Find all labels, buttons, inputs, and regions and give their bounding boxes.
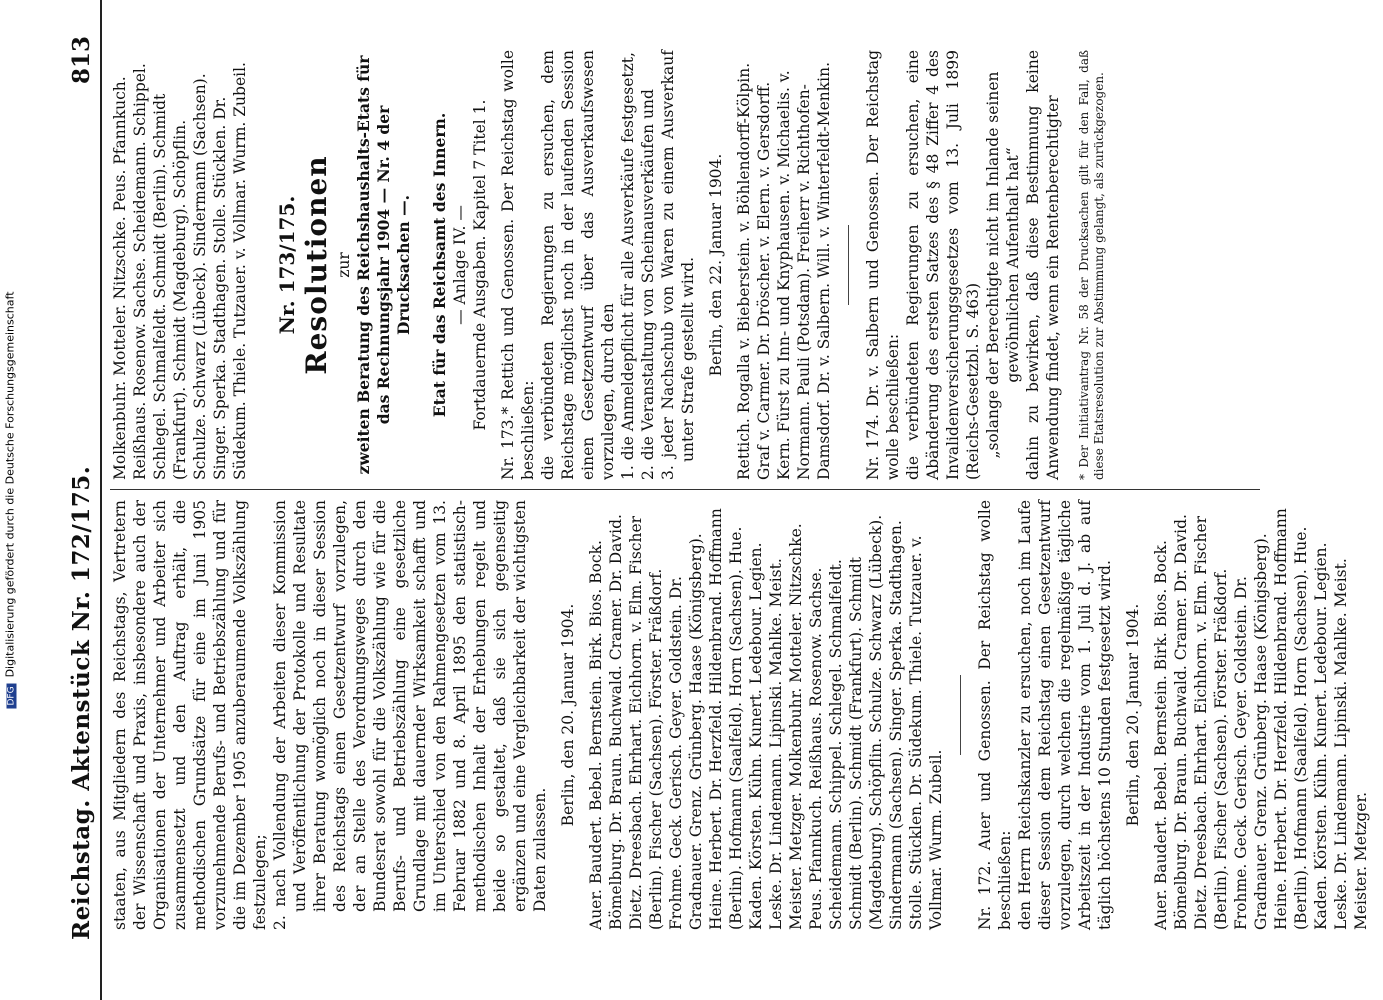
credit-text: Digitalisierung gefördert durch die Deutsche Forschungsgemeinschaft	[3, 291, 17, 678]
resolutions-title: Resolutionen	[300, 155, 333, 375]
separator-rule	[960, 675, 961, 755]
date-line-2: Berlin, den 20. Januar 1904.	[1124, 603, 1142, 827]
list-item-2: 2. die Veranstaltung von Scheinausverkäufen und	[639, 89, 657, 480]
digitization-credit	[0, 0, 20, 1000]
left-column	[110, 500, 1371, 930]
column-divider	[110, 489, 1260, 490]
date-line-3: Berlin, den 22. Januar 1904.	[707, 153, 725, 377]
running-title: Reichstag. Aktenstück Nr. 172/175.	[68, 465, 95, 940]
paragraph-item-2: 2. nach Vollendung der Arbeiten dieser Kommission und Veröffentlichung der Protokolle und Resultate ihrer Beratung womöglich noch in dieser Session des Reichstags einen Gesetzentwurf vorzulegen, der an Stelle des Verordnungsweges durch den Bundesrat sowohl für die Volkszählung wie für die Berufs- und Betriebszählung eine gesetzliche Grundlage mit dauernder Wirksamkeit schafft und im Unterschied von den Rahmengesetzen vom 13. Februar 1882 und 8. April 1895 den statistisch-methodischen Inhalt der Erhebungen regelt und beide so gestaltet, daß sie sich gegenseitig ergänzen und eine Vergleichbarkeit der wichtigsten Daten zulassen.	[271, 500, 549, 930]
paragraph-174b: dahin zu bewirken, daß diese Bestimmung keine Anwendung findet, wenn ein Rentenberechtigter	[1024, 50, 1062, 480]
paragraph-staaten: staaten, aus Mitgliedern des Reichstags, Vertretern der Wissenschaft und Praxis, insbesondere auch der Organisationen der Unternehmer und Arbeiter sich zusammensetzt und den Auftrag erhält, die methodischen Grundsätze für eine im Juni 1905 vorzunehmende Berufs- und Betriebszählung und für die im Dezember 1905 anzuberaumende Volkszählung festzulegen;	[111, 500, 269, 930]
scanned-page	[60, 0, 1370, 1000]
signatories-list: Auer. Baudert. Bebel. Bernstein. Birk. Bios. Bock. Bömelburg. Dr. Braun. Buchwald. Cramer. Dr. David. Dietz. Dreesbach. Ehrhart. Eichhorn. v. Elm. Fischer (Berlin). Fischer (Sachsen). Förster. Fräßdorf. Frohme. Geck. Gerisch. Geyer. Goldstein. Dr. Gradnauer. Grenz. Grünberg. Haase (Königsberg). Heine. Herbert. Dr. Herzfeld. Hildenbrand. Hoffmann (Berlin). Hofmann (Saalfeld). Horn (Sachsen). Hue. Kaden. Körsten. Kühn. Kunert. Ledebour. Legien. Leske. Dr. Lindemann. Lipinski. Mahlke. Meist. Meister. Metzger. Molkenbuhr. Motteler. Nitzschke. Peus. Pfannkuch. Reißhaus. Rosenow. Sachse. Scheidemann. Schippel. Schlegel. Schmalfeldt. Schmidt (Berlin). Schmidt (Frankfurt). Schmidt (Magdeburg). Schöpflin. Schulze. Schwarz (Lübeck). Sindermann (Sachsen). Singer. Sperka. Stadthagen. Stolle. Stücklen. Dr. Südekum. Thiele. Tutzauer. v. Vollmar. Wurm. Zubeil.	[587, 508, 945, 930]
paragraph-174: die verbündeten Regierungen zu ersuchen, eine Abänderung des ersten Satzes des § 48 Ziffer 4 des Invalidenversicherungsgesetzes vom 13. Juli 1899 (Reichs-Gesetzbl. S. 463)	[904, 50, 982, 480]
heading-nr-173: Nr. 173.* Rettich und Genossen. Der Reichstag wolle beschließen:	[499, 50, 537, 480]
resolutions-subtitle: zweiten Beratung des Reichshaushalts-Etats für das Rechnungsjahr 1904 — Nr. 4 der Drucksachen —.	[354, 55, 413, 475]
dfg-logo: DFG	[7, 683, 17, 708]
date-line: Berlin, den 20. Januar 1904.	[559, 603, 577, 827]
separator-rule-2	[848, 225, 849, 305]
heading-nr-172: Nr. 172. Auer und Genossen. Der Reichstag wolle beschließen:	[976, 500, 1014, 930]
paragraph-172: den Herrn Reichskanzler zu ersuchen, noch im Laufe dieser Session dem Reichstag einen Gesetzentwurf vorzulegen, durch welchen die regelmäßige tägliche Arbeitszeit in der Industrie vom 1. Juli d. J. ab auf täglich höchstens 10 Stunden festgesetzt wird.	[1016, 500, 1114, 930]
resolutions-number: Nr. 173/175.	[275, 195, 299, 335]
quote-174: „solange der Berechtigte nicht im Inlande seinen gewöhnlichen Aufenthalt hat“	[984, 71, 1022, 459]
anlage-heading: — Anlage IV. —	[451, 205, 469, 325]
list-item-1: 1. die Anmeldepflicht für alle Ausverkäufe festgesetzt,	[619, 52, 637, 480]
heading-nr-174: Nr. 174. Dr. v. Salbern und Genossen. Der Reichstag wolle beschließen:	[864, 50, 902, 480]
right-column	[110, 50, 1107, 480]
page-header	[60, 0, 102, 1000]
paragraph-173: die verbündeten Regierungen zu ersuchen, dem Reichstage möglichst noch in der laufenden Session einen Gesetzentwurf über das Ausverkaufswesen vorzulegen, durch den	[539, 50, 617, 480]
list-item-3: 3. jeder Nachschub von Waren zu einem Ausverkauf unter Strafe gestellt wird.	[659, 50, 697, 480]
footnote: * Der Initiativantrag Nr. 58 der Drucksachen gilt für den Fall, daß diese Etatsresolution zur Abstimmung gelangt, als zurückgezogen.	[1077, 50, 1106, 480]
signatories-list-2: Auer. Baudert. Bebel. Bernstein. Birk. Bios. Bock. Bömelburg. Dr. Braun. Buchwald. Cramer. Dr. David. Dietz. Dreesbach. Ehrhart. Eichhorn. v. Elm. Fischer (Berlin). Fischer (Sachsen). Förster. Fräßdorf. Frohme. Geck. Gerisch. Geyer. Goldstein. Dr. Gradnauer. Grenz. Grünberg. Haase (Königsberg). Heine. Herbert. Dr. Herzfeld. Hildenbrand. Hoffmann (Berlin). Hofmann (Saalfeld). Horn (Sachsen). Hue. Kaden. Körsten. Kühn. Kunert. Ledebour. Legien. Leske. Dr. Lindemann. Lipinski. Mahlke. Meist. Meister. Metzger.	[1152, 508, 1370, 930]
resolutions-zur: zur	[335, 252, 353, 278]
ausgaben-heading: Fortdauernde Ausgaben. Kapitel 7 Titel 1.	[471, 99, 489, 431]
page-number: 813	[68, 36, 95, 85]
signatories-continued: Molkenbuhr. Motteler. Nitzschke. Peus. Pfannkuch. Reißhaus. Rosenow. Sachse. Scheidemann. Schippel. Schlegel. Schmalfeldt. Schmidt (Berlin). Schmidt (Frankfurt). Schmidt (Magdeburg). Schöpflin. Schulze. Schwarz (Lübeck). Sindermann (Sachsen). Singer. Sperka. Stadthagen. Stolle. Stücklen. Dr. Südekum. Thiele. Tutzauer. v. Vollmar. Wurm. Zubeil.	[111, 62, 249, 480]
signatories-list-3: Rettich. Rogalla v. Bieberstein. v. Böhlendorff-Kölpin. Graf v. Carmer. Dr. Dröscher. v. Elern. v. Gersdorff. Kern. Fürst zu Inn- und Knyphausen. v. Michaelis. v. Normann. Pauli (Potsdam). Freiherr v. Richthofen-Damsdorf. Dr. v. Salbern. Will. v. Winterfeldt-Menkin.	[735, 61, 833, 480]
etat-heading: Etat für das Reichsamt des Innern.	[430, 112, 449, 418]
